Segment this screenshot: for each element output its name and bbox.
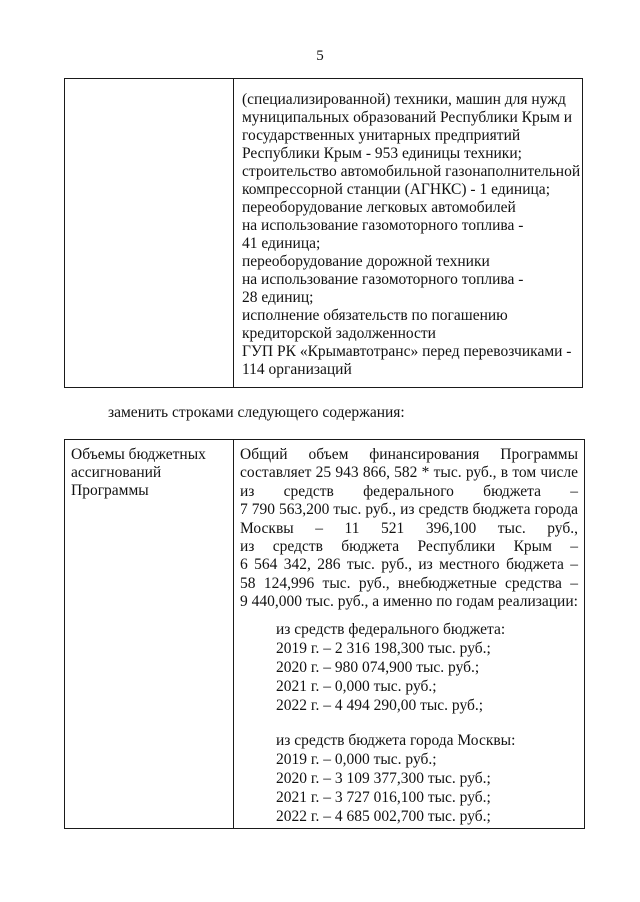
text-line: переоборудование легковых автомобилей	[242, 199, 516, 216]
federal-budget-heading: из средств федерального бюджета:	[276, 620, 506, 638]
label-line: ассигнований	[71, 464, 162, 481]
table-cell-financing	[234, 440, 585, 829]
summary-line: из средств бюджета Республики Крым –	[240, 538, 578, 556]
moscow-budget-heading: из средств бюджета города Москвы:	[276, 731, 516, 749]
moscow-budget-item: 2021 г. – 3 727 016,100 тыс. руб.;	[276, 788, 491, 806]
text-line: государственных унитарных предприятий	[242, 127, 521, 144]
federal-budget-item: 2021 г. – 0,000 тыс. руб.;	[276, 677, 437, 695]
text-line: муниципальных образований Республики Крым и	[242, 109, 573, 126]
summary-line: из средств федерального бюджета –	[240, 482, 578, 500]
label-line: Программы	[71, 482, 149, 499]
replacement-table	[64, 439, 585, 829]
text-line: (специализированной) техники, машин для нужд	[242, 91, 566, 108]
text-line: переоборудование дорожной техники	[242, 253, 490, 270]
table-row	[65, 79, 583, 388]
replacement-instruction: заменить строками следующего содержания:	[108, 404, 405, 421]
summary-line: Москвы – 11 521 396,100 тыс. руб.,	[240, 519, 578, 537]
moscow-budget-item: 2022 г. – 4 685 002,700 тыс. руб.;	[276, 807, 491, 825]
text-line: на использование газомоторного топлива -	[242, 217, 524, 234]
label-line: Объемы бюджетных	[71, 446, 206, 463]
summary-line: 9 440,000 тыс. руб., а именно по годам реализации:	[240, 593, 578, 611]
text-line: строительство автомобильной газонаполнительной	[242, 163, 581, 180]
page-number: 5	[316, 48, 324, 64]
table-cell-label	[65, 440, 234, 829]
text-line: исполнение обязательств по погашению	[242, 307, 508, 324]
text-line: на использование газомоторного топлива -	[242, 271, 524, 288]
text-line: 114 организаций	[242, 361, 352, 378]
text-line: 28 единиц;	[242, 289, 314, 306]
previous-text-lines	[234, 79, 582, 387]
summary-line: составляет 25 943 866, 582 * тыс. руб., в том числе	[240, 464, 578, 482]
summary-line: Общий объем финансирования Программы	[240, 446, 578, 463]
moscow-budget-item: 2019 г. – 0,000 тыс. руб.;	[276, 750, 437, 768]
text-line: Республики Крым - 953 единицы техники;	[242, 145, 522, 162]
summary-line: 58 124,996 тыс. руб., внебюджетные средства –	[240, 574, 578, 592]
table-cell-right	[234, 79, 583, 388]
table-row	[65, 440, 585, 829]
summary-line: 6 564 342, 286 тыс. руб., из местного бюджета –	[240, 556, 578, 574]
funding-by-year	[234, 612, 584, 826]
summary-line: 7 790 563,200 тыс. руб., из средств бюджета города	[240, 501, 578, 519]
federal-budget-item: 2022 г. – 4 494 290,00 тыс. руб.;	[276, 696, 484, 714]
text-line: ГУП РК «Крымавтотранс» перед перевозчиками -	[242, 343, 572, 360]
federal-budget-item: 2019 г. – 2 316 198,300 тыс. руб.;	[276, 639, 491, 657]
federal-budget-item: 2020 г. – 980 074,900 тыс. руб.;	[276, 658, 480, 676]
financing-summary	[234, 440, 584, 612]
moscow-budget-item: 2020 г. – 3 109 377,300 тыс. руб.;	[276, 769, 491, 787]
text-line: 41 единица;	[242, 235, 321, 252]
text-line: кредиторской задолженности	[242, 325, 436, 342]
budget-allocations-label	[65, 440, 233, 500]
previous-text-table	[64, 78, 583, 388]
text-line: компрессорной станции (АГНКС) - 1 единица;	[242, 181, 550, 198]
spacer	[276, 715, 584, 731]
table-cell-left-empty	[65, 79, 234, 388]
